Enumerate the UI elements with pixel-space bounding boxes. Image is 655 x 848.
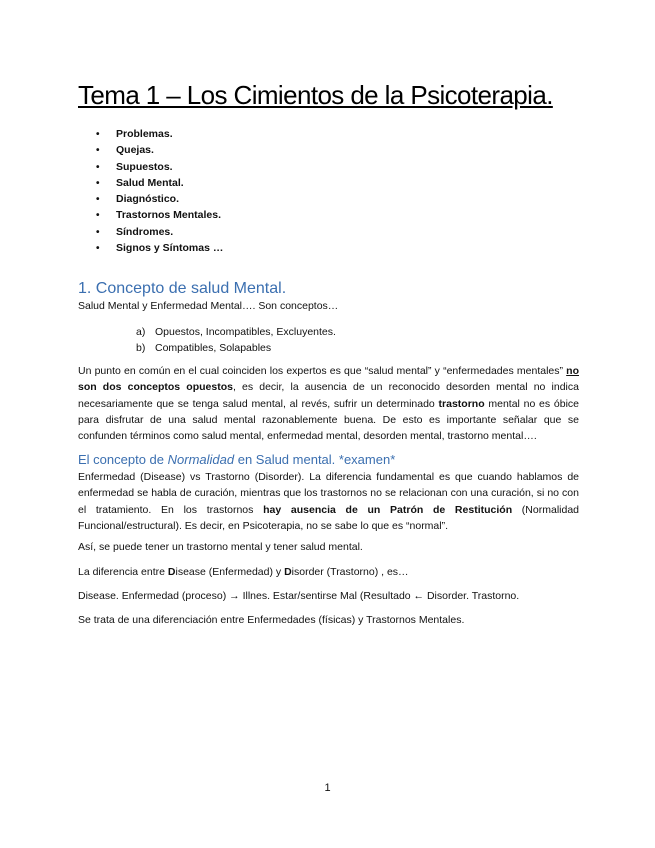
list-item-text: Diagnóstico. xyxy=(116,193,180,206)
bold-text: son dos conceptos opuestos xyxy=(78,381,233,394)
bold-trastorno: trastorno xyxy=(438,397,485,410)
list-item-text: Trastornos Mentales. xyxy=(116,209,222,222)
list-item-text: Salud Mental. xyxy=(116,176,184,189)
page-number: 1 xyxy=(324,782,331,794)
list-marker: b) xyxy=(136,342,146,355)
bullet-icon: • xyxy=(96,210,100,222)
list-item xyxy=(96,224,223,240)
bullet-icon: • xyxy=(96,226,100,238)
list-item-text: Opuestos, Incompatibles, Excluyentes. xyxy=(155,326,336,338)
underlined-no: no xyxy=(566,365,579,377)
list-marker: a) xyxy=(136,326,146,338)
heading-italic: Normalidad xyxy=(167,452,235,467)
text-run: Enfermedad (Disease) vs Trastorno (Disorder). La diferencia fundamental es que cuando hablamos de enfermedad se habla de curación, mientras que los trastornos no se relacionan con una curación, si no con el tratamiento. En los trastornos xyxy=(78,471,579,516)
list-item xyxy=(136,340,336,356)
list-item-text: Compatibles, Solapables xyxy=(155,342,272,355)
options-list xyxy=(136,324,336,357)
section2-paragraph-4: Disease. Enfermedad (proceso) → Illnes. Estar/sentirse Mal (Resultado ← Disorder. Trastorno. xyxy=(78,590,520,602)
section2-paragraph-1 xyxy=(78,469,579,534)
list-item-text: Síndromes. xyxy=(116,225,174,238)
section2-paragraph-2: Así, se puede tener un trastorno mental y tener salud mental. xyxy=(78,541,363,553)
list-item xyxy=(96,142,223,158)
list-item-text: Problemas. xyxy=(116,128,173,140)
bold-letter: D xyxy=(284,566,292,578)
text-run: isorder (Trastorno) , es… xyxy=(291,566,409,578)
section-heading-salud-mental: 1. Concepto de salud Mental. xyxy=(78,280,287,297)
bullet-icon: • xyxy=(96,194,100,206)
list-item-text: Signos y Síntomas … xyxy=(116,242,224,255)
section-heading-normalidad xyxy=(78,451,395,468)
bullet-icon: • xyxy=(96,161,100,173)
section1-paragraph xyxy=(78,363,579,444)
list-item xyxy=(96,191,223,207)
topics-bullet-list xyxy=(96,126,223,256)
text-run: (Normalidad Funcional/estructural). Es decir, en Psicoterapia, no se sabe lo que es “normal”. xyxy=(78,503,579,532)
text-run: isease (Enfermedad) y xyxy=(175,566,285,578)
section1-intro: Salud Mental y Enfermedad Mental…. Son conceptos… xyxy=(78,300,339,312)
heading-text: en Salud mental. *examen* xyxy=(234,452,396,467)
section2-paragraph-3 xyxy=(78,564,579,580)
list-item-text: Supuestos. xyxy=(116,160,173,173)
bullet-icon: • xyxy=(96,145,100,157)
list-item xyxy=(136,324,336,340)
bold-letter: D xyxy=(167,566,176,578)
list-item xyxy=(96,175,223,191)
text-run: La diferencia entre xyxy=(78,566,168,578)
list-item xyxy=(96,126,223,142)
text-run: Un punto en común en el cual coinciden los expertos es que “salud mental” y “enfermedades mentales” xyxy=(78,365,567,377)
list-item xyxy=(96,240,223,256)
bullet-icon: • xyxy=(96,177,100,189)
list-item xyxy=(96,207,223,223)
bullet-icon: • xyxy=(96,129,100,140)
list-item xyxy=(96,159,223,175)
section2-paragraph-5: Se trata de una diferenciación entre Enfermedades (físicas) y Trastornos Mentales. xyxy=(78,614,465,626)
page-title: Tema 1 – Los Cimientos de la Psicoterapia. xyxy=(78,80,553,110)
text-run: , es decir, la ausencia de un reconocido desorden mental no indica necesariamente que se tenga salud mental, al revés, sufrir un determinado xyxy=(78,381,579,410)
list-item-text: Quejas. xyxy=(116,144,154,157)
bullet-icon: • xyxy=(96,243,100,255)
heading-text: El concepto de xyxy=(78,452,168,467)
bold-text: hay ausencia de un Patrón de Restitución xyxy=(263,503,513,516)
text-run: mental no es óbice para disfrutar de una salud mental razonablemente buena. De esto es importante señalar que se confunden términos como salud mental, enfermedad mental, desorden mental, trastorno mental…. xyxy=(78,397,579,443)
